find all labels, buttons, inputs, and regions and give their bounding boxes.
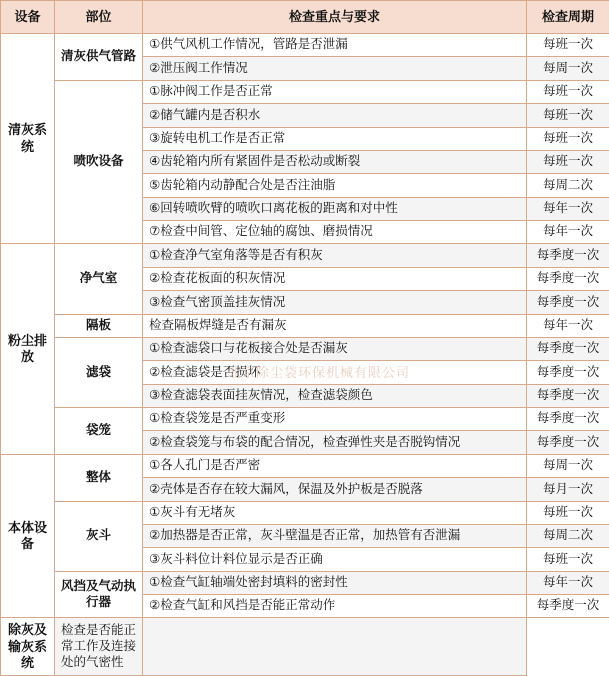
inspection-item-cell: ③旋转电机工作是否正常 [143,127,527,150]
part-cell: 清灰供气管路 [55,34,143,81]
part-cell: 灰斗 [55,501,143,571]
inspection-item-cell: ⑦检查中间管、定位轴的腐蚀、磨损情况 [143,221,527,244]
table-row [1,618,609,676]
inspection-cycle-cell: 每季度一次 [527,595,609,618]
inspection-cycle-cell: 每周一次 [527,454,609,477]
inspection-cycle-cell: 每月一次 [527,478,609,501]
equipment-group-cell: 本体设备 [1,454,55,618]
inspection-item-cell: ①检查袋笼是否严重变形 [143,408,527,431]
inspection-cycle-cell: 每班一次 [527,34,609,57]
table-row [1,501,609,524]
inspection-cycle-cell: 每班一次 [527,501,609,524]
equipment-group-cell: 除灰及输灰系统 [1,618,55,676]
table-row [1,408,609,431]
table-row [1,454,609,477]
inspection-item-cell: ③灰斗料位计料位显示是否正确 [143,548,527,571]
inspection-cycle-cell: 每周二次 [527,524,609,547]
inspection-cycle-cell: 每年一次 [527,197,609,220]
equipment-group-cell: 粉尘排放 [1,244,55,454]
column-header-equipment: 设备 [1,1,55,34]
table-row [1,571,609,594]
inspection-cycle-cell: 每周一次 [527,57,609,80]
equipment-group-cell: 清灰系统 [1,34,55,244]
column-header-cycle: 检查周期 [527,1,609,34]
part-cell: 整体 [55,454,143,501]
table-row [1,80,609,103]
inspection-cycle-cell: 每季度一次 [527,408,609,431]
inspection-cycle-cell: 每季度一次 [527,384,609,407]
part-cell: 滤袋 [55,337,143,407]
part-cell: 净气室 [55,244,143,314]
inspection-item-cell: 检查是否能正常工作及连接处的气密性 [55,618,143,676]
inspection-item-cell: ⑥回转喷吹臂的喷吹口离花板的距离和对中性 [143,197,527,220]
table-row [1,314,609,337]
inspection-item-cell: ②检查滤袋是否损坏 [143,361,527,384]
inspection-item-cell: ①供气风机工作情况，管路是否泄漏 [143,34,527,57]
inspection-item-cell: 检查隔板焊缝是否有漏灰 [143,314,527,337]
watermark-text: 北京除尘袋环保机械有限公司 [228,365,411,380]
table-row [1,244,609,267]
header-row [1,1,609,34]
inspection-cycle-cell: 每年一次 [527,571,609,594]
inspection-cycle-cell: 每班一次 [527,548,609,571]
inspection-cycle-cell: 每班一次 [527,127,609,150]
inspection-cycle-cell: 每季度一次 [527,291,609,314]
inspection-item-cell: ①检查净气室角落等是否有积灰 [143,244,527,267]
inspection-item-cell: ②壳体是否存在较大漏风，保温及外护板是否脱落 [143,478,527,501]
inspection-cycle-cell: 每年一次 [527,221,609,244]
inspection-item-cell: ②检查花板面的积灰情况 [143,267,527,290]
inspection-cycle-cell: 每班一次 [527,150,609,173]
inspection-cycle-cell: 每年一次 [527,314,609,337]
column-header-focus: 检查重点与要求 [143,1,527,34]
inspection-cycle-cell: 每班一次 [527,104,609,127]
inspection-item-cell: ①脉冲阀工作是否正常 [143,80,527,103]
inspection-item-cell: ②泄压阀工作情况 [143,57,527,80]
table-header [1,1,609,34]
inspection-cycle-cell: 每周二次 [527,174,609,197]
inspection-item-cell: ②检查气缸和风挡是否能正常动作 [143,595,527,618]
inspection-item-cell: ①检查气缸轴端处密封填料的密封性 [143,571,527,594]
table-row [1,337,609,360]
inspection-item-cell: ①灰斗有无堵灰 [143,501,527,524]
inspection-item-cell: ③检查气密顶盖挂灰情况 [143,291,527,314]
inspection-item-cell: ④齿轮箱内所有紧固件是否松动或断裂 [143,150,527,173]
table-body [1,34,609,676]
inspection-cycle-cell: 每季度一次 [527,361,609,384]
part-cell: 隔板 [55,314,143,337]
inspection-cycle-cell: 每季度一次 [527,244,609,267]
inspection-cycle-cell: 每季度一次 [527,431,609,454]
inspection-item-cell: ①检查滤袋口与花板接合处是否漏灰 [143,337,527,360]
inspection-item-cell: ②检查袋笼与布袋的配合情况，检查弹性夹是否脱钩情况 [143,431,527,454]
part-cell: 喷吹设备 [55,80,143,244]
inspection-cycle-cell [143,618,527,676]
inspection-item-cell: ①各人孔门是否严密 [143,454,527,477]
inspection-cycle-cell: 每班一次 [527,80,609,103]
part-cell: 风挡及气动执行器 [55,571,143,618]
inspection-item-cell: ⑤齿轮箱内动静配合处是否注油脂 [143,174,527,197]
inspection-item-cell: ②储气罐内是否积水 [143,104,527,127]
column-header-part: 部位 [55,1,143,34]
part-cell: 袋笼 [55,408,143,455]
inspection-item-cell: ②加热器是否正常，灰斗壁温是否正常，加热管有否泄漏 [143,524,527,547]
inspection-cycle-cell: 每季度一次 [527,267,609,290]
inspection-cycle-cell: 每季度一次 [527,337,609,360]
table-row [1,34,609,57]
inspection-item-cell: ③检查滤袋表面挂灰情况，检查滤袋颜色 [143,384,527,407]
